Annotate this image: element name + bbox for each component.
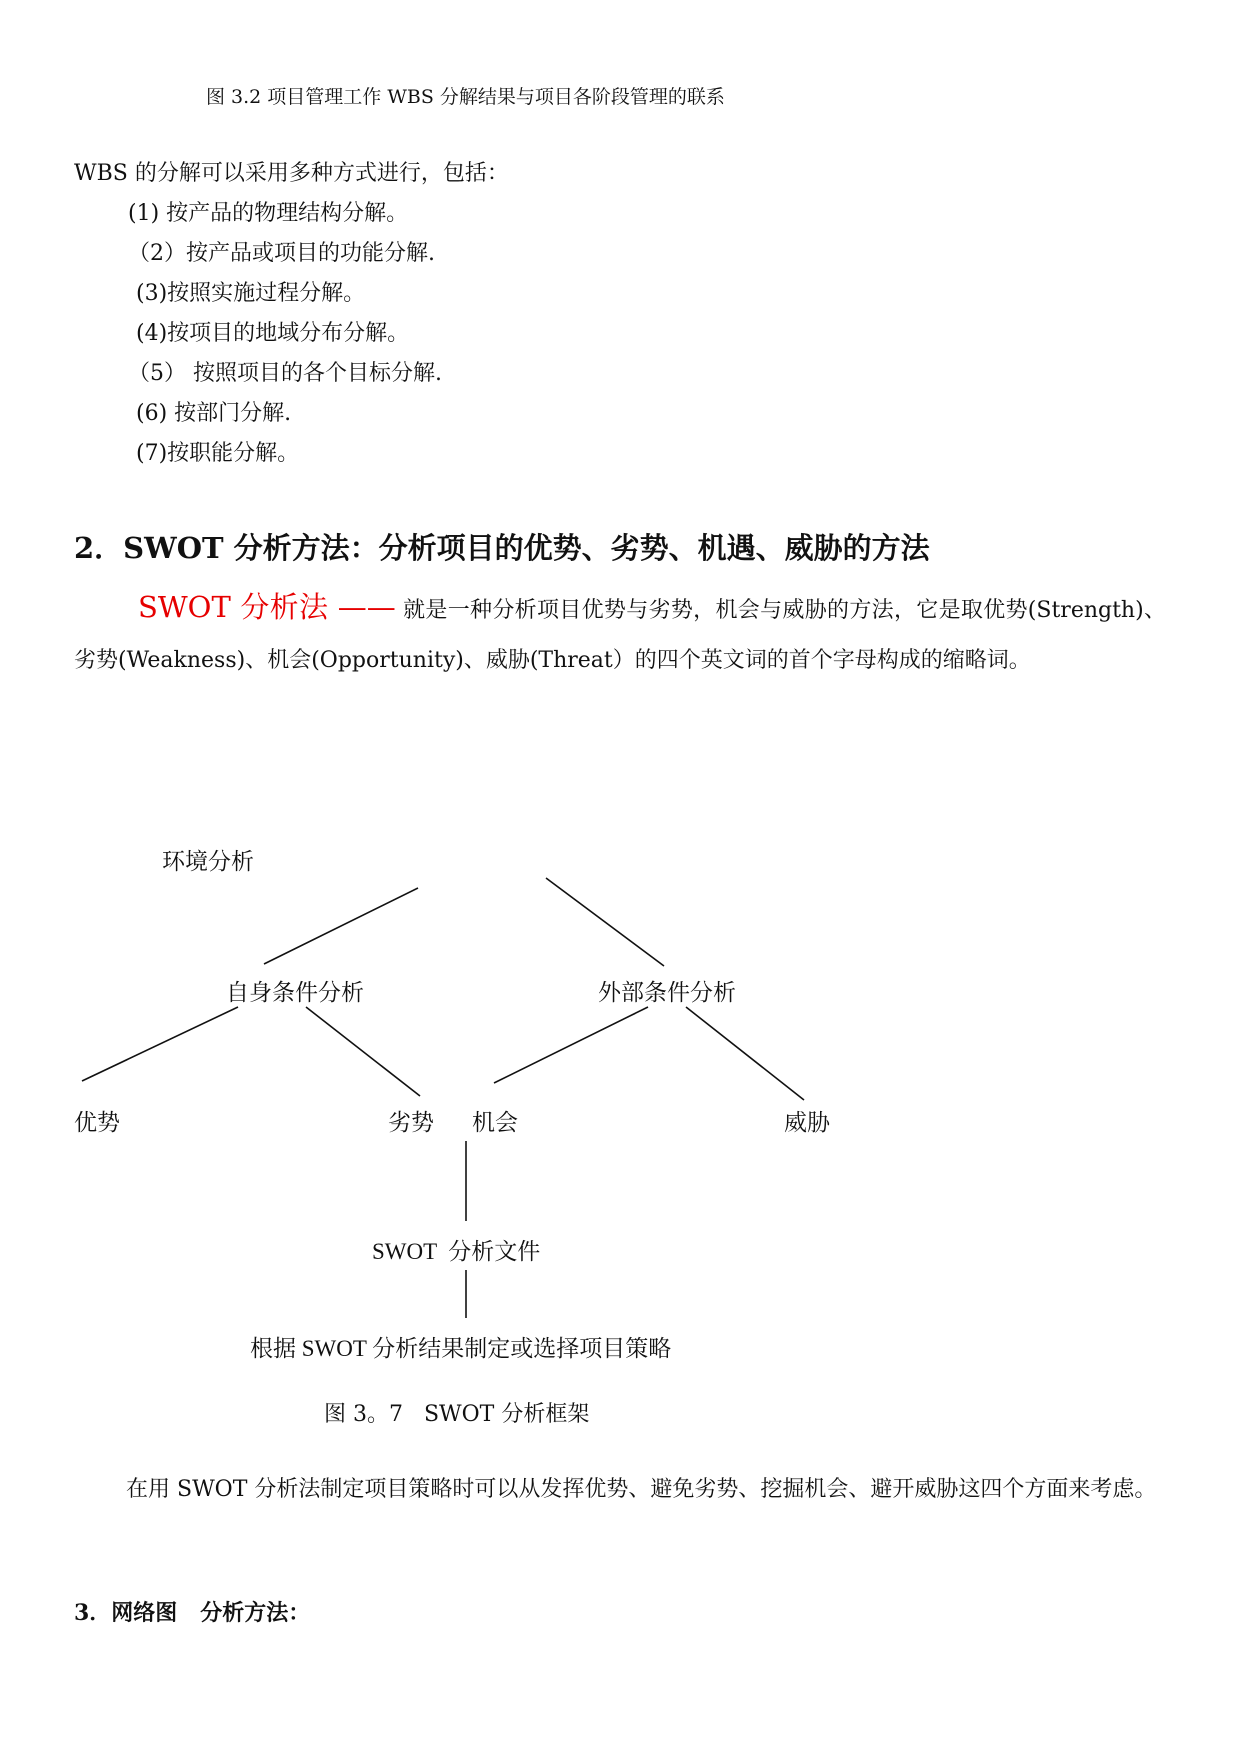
connector-internal-weakness <box>306 1007 420 1096</box>
swot-term: SWOT 分析法 —— <box>138 590 396 624</box>
diagram-node-strength: 优势 <box>74 1110 120 1135</box>
connector-internal-strength <box>82 1007 238 1081</box>
list-item: （2）按产品或项目的功能分解. <box>128 241 435 266</box>
diagram-node-opportunity: 机会 <box>472 1110 518 1135</box>
diagram-node-strategy: 根据 SWOT 分析结果制定或选择项目策略 <box>250 1336 672 1361</box>
list-item: (3)按照实施过程分解。 <box>136 281 366 306</box>
diagram-node-threat: 威胁 <box>784 1110 830 1135</box>
connector-external-threat <box>686 1007 804 1100</box>
connector-root-external <box>546 878 664 966</box>
figure-caption-swot: 图 3。7 SWOT 分析框架 <box>324 1402 590 1427</box>
diagram-node-weakness: 劣势 <box>388 1110 434 1135</box>
diagram-node-internal: 自身条件分析 <box>226 980 364 1005</box>
diagram-node-external: 外部条件分析 <box>598 980 736 1005</box>
connector-external-opportunity <box>494 1007 648 1083</box>
diagram-node-root: 环境分析 <box>162 849 254 874</box>
figure-caption-top: 图 3.2 项目管理工作 WBS 分解结果与项目各阶段管理的联系 <box>206 86 725 108</box>
list-item: (6) 按部门分解. <box>136 401 292 426</box>
swot-definition-text: 就是一种分析项目优势与劣势，机会与威胁的方法，它是取优势(Strength)、劣势(Weakness)、机会(Opportunity)、威胁(Threat）的四个英文词的首个字母构成的缩略词。 <box>74 598 1166 673</box>
usage-paragraph: 在用 SWOT 分析法制定项目策略时可以从发挥优势、避免劣势、挖掘机会、避开威胁这四个方面来考虑。 <box>126 1477 1157 1502</box>
connector-root-internal <box>264 888 418 964</box>
list-item: (4)按项目的地域分布分解。 <box>136 321 410 346</box>
list-item: (7)按职能分解。 <box>136 441 300 466</box>
list-item: (1) 按产品的物理结构分解。 <box>128 201 409 226</box>
diagram-node-swot-file: SWOT 分析文件 <box>372 1239 541 1264</box>
wbs-intro: WBS 的分解可以采用多种方式进行，包括： <box>74 161 509 186</box>
list-item: （5） 按照项目的各个目标分解. <box>128 361 442 386</box>
section-heading: 2．SWOT 分析方法：分析项目的优势、劣势、机遇、威胁的方法 <box>74 531 930 565</box>
section-heading: 3．网络图 分析方法： <box>74 1600 311 1626</box>
